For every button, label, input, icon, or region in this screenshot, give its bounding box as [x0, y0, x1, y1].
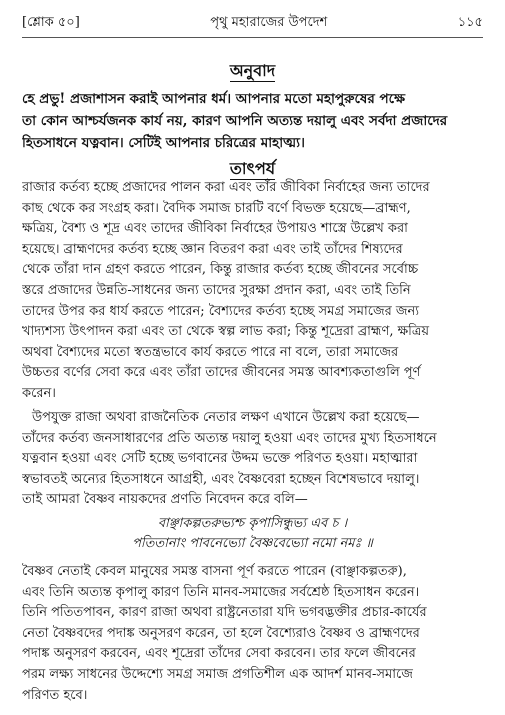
purport-paragraph-2: [22, 408, 483, 511]
paragraph-line: পরম লক্ষ্য সাধনের উদ্দেশ্যে সমগ্র সমাজ প্রগতিশীল এক আদর্শ মানব-সমাজে: [22, 666, 413, 682]
paragraph-line: তিনি পতিতপাবন, কারণ রাজা অথবা রাষ্ট্রনেতারা যদি ভগবদ্ভক্তীর প্রচার-কার্যের: [22, 605, 427, 621]
translation-heading: অনুবাদ: [229, 61, 276, 80]
purport-paragraph-1: [22, 178, 483, 405]
paragraph-line: নেতা বৈষ্ণবদের পদাঙ্ক অনুসরণ করেন, তা হলে বৈশ্যেরাও বৈষ্ণব ও ব্রাহ্মণদের: [22, 625, 420, 641]
paragraph-line: কাছ থেকে কর সংগ্রহ করা। বৈদিক সমাজ চারটি বর্ণে বিভক্ত হয়েছে—ব্রাহ্মণ,: [22, 200, 411, 216]
paragraph-line: উপযুক্ত রাজা অথবা রাজনৈতিক নেতার লক্ষণ এখানে উল্লেখ করা হয়েছে—: [32, 410, 420, 425]
paragraph-line: উচ্চতর বর্ণের সেবা করে এবং তাঁরা তাদের জীবনের সমস্ত আবশ্যকতাগুলি পূর্ণ: [22, 365, 421, 381]
translation-text: [22, 88, 483, 154]
paragraph-line: যত্নবান হওয়া এবং সেটি হচ্ছে ভগবানের উদ্দম ভক্তে পরিণত হওয়া। মহাত্মারা: [22, 451, 418, 467]
paragraph-line: পরিণত হবে।: [22, 687, 88, 703]
paragraph-line: করেন।: [22, 385, 56, 401]
header-divider: [22, 37, 483, 38]
paragraph-line: তাঁদের কর্তব্য জনসাধারণের প্রতি অত্যন্ত দয়ালু হওয়া এবং তাদের মুখ্য হিতসাধনে: [22, 430, 437, 446]
paragraph-line: স্বভাবতই অন্যের হিতসাধনে আগ্রহী, এবং বৈষ্ণবেরা হচ্ছেন বিশেষভাবে দয়ালু।: [22, 471, 420, 487]
paragraph-line: রাজার কর্তব্য হচ্ছে প্রজাদের পালন করা এবং তাঁর জীবিকা নির্বাহের জন্য তাদের: [22, 180, 430, 195]
purport-heading: তাৎপর্য: [229, 159, 276, 178]
paragraph-line: তাই আমরা বৈষ্ণব নায়কদের প্রণতি নিবেদন করে বলি—: [22, 492, 308, 508]
paragraph-line: হয়েছে। ব্রাহ্মণদের কর্তব্য হচ্ছে জ্ঞান বিতরণ করা এবং তাই তাঁদের শিষ্যদের: [22, 241, 403, 257]
paragraph-line: অথবা বৈশ্যদের মতো স্বতন্ত্রভাবে কার্য করতে পারে না বলে, তারা সমাজের: [22, 344, 399, 360]
paragraph-line: খাদ্যশস্য উৎপাদন করা এবং তা থেকে স্বল্প লাভ করা; কিন্তু শূদ্রেরা ব্রাহ্মণ, ক্ষত্রিয়: [22, 324, 430, 340]
sanskrit-verse: [0, 514, 505, 554]
verse-reference: [শ্লোক ৫০]: [22, 14, 80, 30]
running-header: [22, 12, 483, 34]
translation-line: হে প্রভু! প্রজাশাসন করাই আপনার ধর্ম। আপনার মতো মহাপুরুষের পক্ষে: [22, 91, 406, 107]
translation-line: তা কোন আশ্চর্যজনক কার্য নয়, কারণ আপনি অত্যন্ত দয়ালু এবং সর্বদা প্রজাদের: [22, 113, 448, 129]
paragraph-line: পদাঙ্ক অনুসরণ করবেন, এবং শূদ্রেরা তাঁদের সেবা করবেন। তার ফলে জীবনের: [22, 646, 416, 662]
page-number: ১১৫: [457, 14, 483, 30]
paragraph-line: এবং তিনি অত্যন্ত কৃপালু কারণ তিনি মানব-সমাজের সর্বশ্রেষ্ঠ হিতসাধন করেন।: [22, 584, 420, 600]
chapter-title: পৃথু মহারাজের উপদেশ: [210, 14, 328, 30]
paragraph-line: বৈষ্ণব নেতাই কেবল মানুষের সমস্ত বাসনা পূর্ণ করতে পারেন (বাঞ্ছাকল্পতরু),: [22, 564, 407, 579]
paragraph-line: তাদের উপর কর ধার্য করতে পারেন; বৈশ্যদের কর্তব্য হচ্ছে সমগ্র সমাজের জন্য: [22, 303, 420, 319]
translation-line: হিতসাধনে যত্নবান। সেটিই আপনার চরিত্রের মাহাত্ম্য।: [22, 135, 305, 151]
purport-paragraph-3: [22, 562, 483, 706]
paragraph-line: থেকে তাঁরা দান গ্রহণ করতে পারেন, কিন্তু রাজার কর্তব্য হচ্ছে জীবনের সর্বোচ্চ: [22, 262, 419, 278]
verse-line: বাঞ্ছাকল্পতরুভ্যশ্চ কৃপাসিন্ধুভ্য এব চ ।: [157, 516, 348, 531]
verse-line: পতিতানাং পাবনেভ্যো বৈষ্ণবেভ্যো নমো নমঃ ॥: [132, 536, 373, 551]
paragraph-line: ক্ষত্রিয়, বৈশ্য ও শূদ্র এবং তাদের জীবিকা নির্বাহের উপায়ও শাস্ত্রে উল্লেখ করা: [22, 221, 408, 237]
paragraph-line: স্তরে প্রজাদের উন্নতি-সাধনের জন্য তাদের সুরক্ষা প্রদান করা, এবং তাই তিনি: [22, 282, 411, 298]
